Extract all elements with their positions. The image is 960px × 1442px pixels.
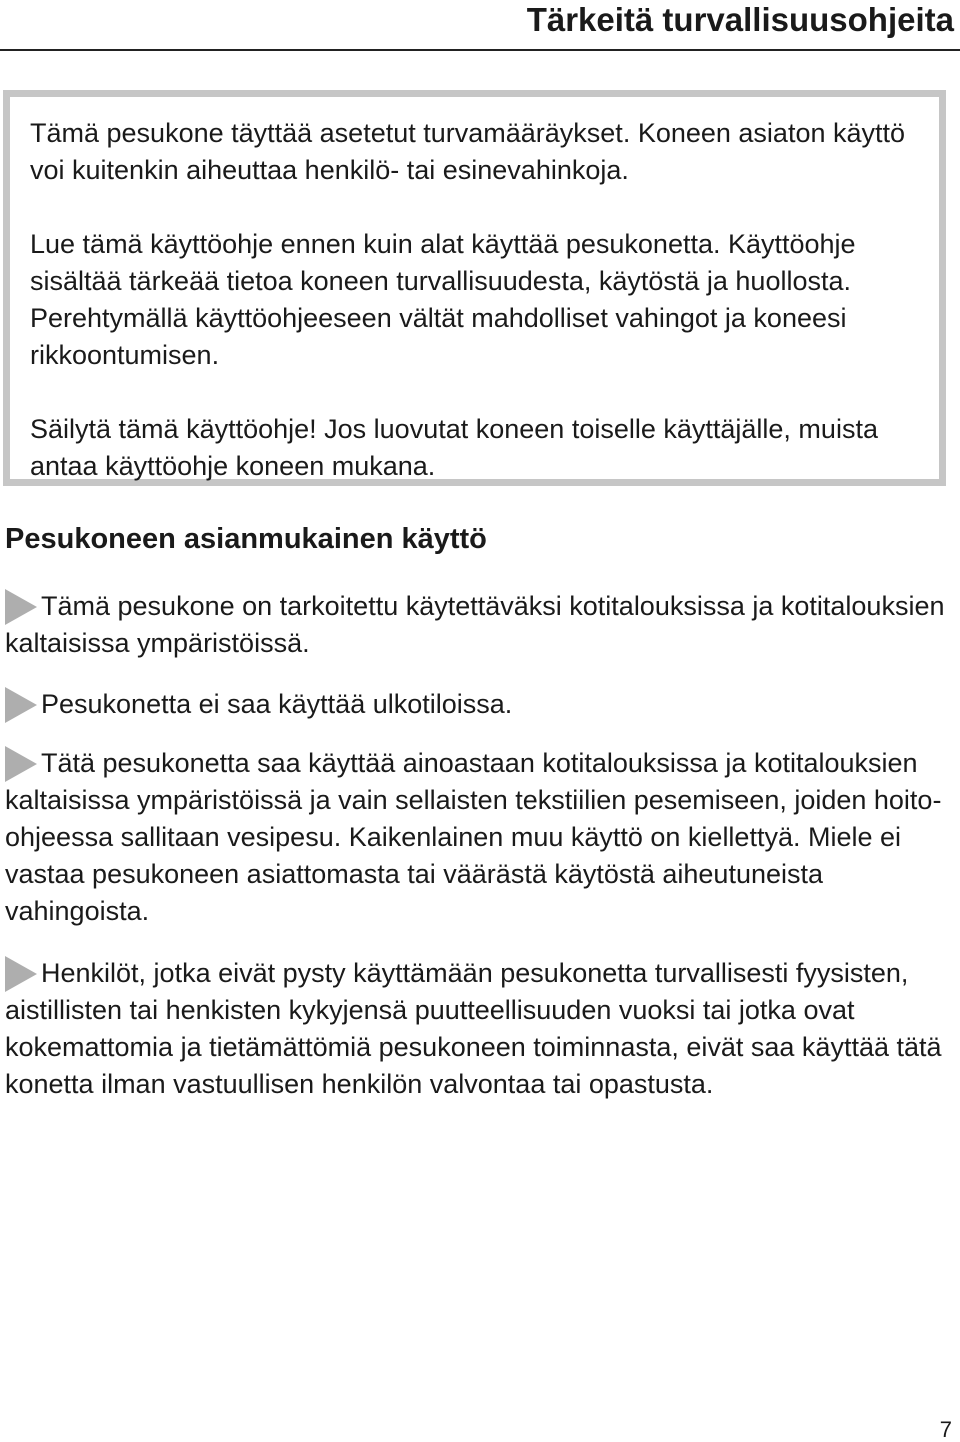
list-item-text: Tätä pesukonetta saa käyttää ainoastaan kotitalouksissa ja kotitalouksien kaltaisissa ympäristöissä ja vain sellaisten tekstiilien pesemiseen, joiden hoito-ohjeessa sallitaan vesipesu. Kaikenlainen muu käyttö on kiellettyä. Miele ei vastaa pesukoneen asiattomasta tai väärästä käytöstä aiheutuneista vahingoista. <box>5 748 942 926</box>
list-item-text: Henkilöt, jotka eivät pysty käyttämään pesukonetta turvallisesti fyysisten, aistillisten tai henkisten kykyjensä puutteellisuuden vuoksi tai jotka ovat kokemattomia ja tietämättömiä pesukoneen toiminnasta, eivät saa käyttää tätä konetta ilman vastuullisen henkilön valvontaa tai opastusta. <box>5 958 942 1099</box>
arrow-icon <box>5 746 37 782</box>
list-item <box>5 588 945 662</box>
arrow-icon <box>5 956 37 992</box>
notice-paragraph: Tämä pesukone täyttää asetetut turvamääräykset. Koneen asiaton käyttö voi kuitenkin aiheuttaa henkilö- tai esinevahinkoja. <box>30 118 906 185</box>
page-title: Tärkeitä turvallisuusohjeita <box>526 1 954 38</box>
notice-paragraph: Säilytä tämä käyttöohje! Jos luovutat koneen toiselle käyttäjälle, muista antaa käyttöohje koneen mukana. <box>30 414 878 481</box>
list-item <box>5 745 945 930</box>
list-item-text: Pesukonetta ei saa käyttää ulkotiloissa. <box>41 689 513 719</box>
page-header <box>0 0 960 51</box>
notice-paragraph: Lue tämä käyttöohje ennen kuin alat käyttää pesukonetta. Käyttöohje sisältää tärkeää tietoa koneen turvallisuudesta, käytöstä ja huollosta. Perehtymällä käyttöohjeeseen vältät mahdolliset vahingot ja koneesi rikkoontumisen. <box>30 229 856 370</box>
arrow-icon <box>5 687 37 723</box>
arrow-icon <box>5 589 37 625</box>
list-item <box>5 686 945 723</box>
section-heading: Pesukoneen asianmukainen käyttö <box>5 523 487 555</box>
safety-notice-box <box>3 90 946 486</box>
list-item-text: Tämä pesukone on tarkoitettu käytettäväksi kotitalouksissa ja kotitalouksien kaltaisissa ympäristöissä. <box>5 591 945 658</box>
page-number: 7 <box>939 1417 952 1442</box>
list-item <box>5 955 945 1103</box>
